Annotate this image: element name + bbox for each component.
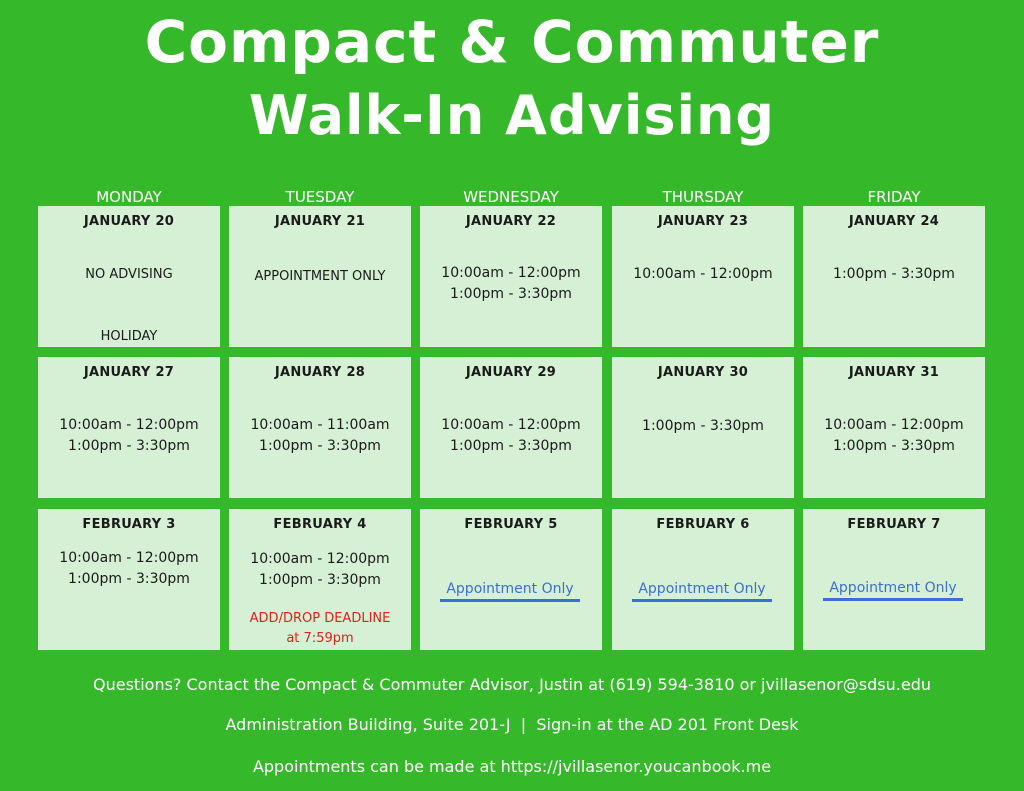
time-slot: 1:00pm - 3:30pm (450, 438, 572, 454)
page-title: Compact & Commuter (144, 8, 880, 76)
cell-times (612, 416, 794, 437)
day-header-friday: FRIDAY (867, 188, 921, 206)
time-slot: 10:00am - 12:00pm (633, 266, 773, 282)
time-slot: 10:00am - 12:00pm (824, 417, 964, 433)
cell-times (612, 264, 794, 285)
cell-date: JANUARY 23 (657, 214, 749, 229)
cell-date: JANUARY 27 (83, 365, 175, 380)
cell-date: JANUARY 21 (274, 214, 366, 229)
day-header-thursday: THURSDAY (662, 188, 744, 206)
appointment-info: Appointments can be made at https://jvillasenor.youcanbook.me (252, 757, 772, 776)
deadline-label: ADD/DROP DEADLINE (249, 611, 391, 626)
time-slot: 10:00am - 12:00pm (250, 551, 390, 567)
day-header-wednesday: WEDNESDAY (463, 188, 559, 206)
time-slot: 1:00pm - 3:30pm (259, 572, 381, 588)
cell-date: FEBRUARY 4 (273, 517, 367, 532)
cell-date: JANUARY 31 (848, 365, 940, 380)
contact-info: Questions? Contact the Compact & Commuter Advisor, Justin at (619) 594-3810 or jvillasenor@sdsu.edu (93, 675, 931, 694)
time-slot: 10:00am - 12:00pm (59, 417, 199, 433)
cell-date: FEBRUARY 3 (82, 517, 176, 532)
time-slot: 10:00am - 12:00pm (59, 550, 199, 566)
cell-times (803, 415, 985, 457)
calendar-cell (38, 357, 220, 498)
time-slot: 1:00pm - 3:30pm (642, 418, 764, 434)
time-slot: 10:00am - 11:00am (250, 417, 390, 433)
cell-date: JANUARY 28 (274, 365, 366, 380)
cell-date: FEBRUARY 7 (847, 517, 941, 532)
calendar-cell (38, 509, 220, 650)
appointment-only-link[interactable]: Appointment Only (440, 581, 580, 602)
cell-holiday-note: HOLIDAY (100, 329, 158, 344)
time-slot: 1:00pm - 3:30pm (68, 438, 190, 454)
calendar-cell (803, 206, 985, 347)
cell-times (229, 415, 411, 457)
calendar-cell (420, 509, 602, 650)
cell-times (420, 263, 602, 305)
day-header-tuesday: TUESDAY (285, 188, 355, 206)
cell-date: JANUARY 29 (465, 365, 557, 380)
deadline-time: at 7:59pm (286, 631, 354, 646)
day-header-monday: MONDAY (96, 188, 162, 206)
calendar-cell (38, 206, 220, 347)
calendar-cell (229, 357, 411, 498)
cell-times (420, 415, 602, 457)
time-slot: 10:00am - 12:00pm (441, 265, 581, 281)
cell-times (229, 549, 411, 591)
cell-date: JANUARY 20 (83, 214, 175, 229)
cell-note: APPOINTMENT ONLY (254, 269, 386, 284)
cell-date: JANUARY 30 (657, 365, 749, 380)
calendar-cell (229, 206, 411, 347)
time-slot: 1:00pm - 3:30pm (833, 438, 955, 454)
time-slot: 1:00pm - 3:30pm (450, 286, 572, 302)
location-info: Administration Building, Suite 201-J | Sign-in at the AD 201 Front Desk (225, 715, 799, 734)
time-slot: 1:00pm - 3:30pm (68, 571, 190, 587)
calendar-cell (612, 357, 794, 498)
cell-times (38, 415, 220, 457)
cell-date: JANUARY 24 (848, 214, 940, 229)
appointment-only-link[interactable]: Appointment Only (823, 580, 963, 601)
time-slot: 1:00pm - 3:30pm (259, 438, 381, 454)
appointment-only-link[interactable]: Appointment Only (632, 581, 772, 602)
time-slot: 10:00am - 12:00pm (441, 417, 581, 433)
calendar-cell (803, 357, 985, 498)
calendar-cell (420, 206, 602, 347)
cell-date: FEBRUARY 5 (464, 517, 558, 532)
cell-note: NO ADVISING (85, 267, 173, 282)
cell-date: FEBRUARY 6 (656, 517, 750, 532)
calendar-cell (420, 357, 602, 498)
calendar-cell (803, 509, 985, 650)
calendar-cell (612, 509, 794, 650)
time-slot: 1:00pm - 3:30pm (833, 266, 955, 282)
page-subtitle: Walk-In Advising (248, 84, 776, 147)
cell-times (803, 264, 985, 285)
add-drop-deadline (229, 609, 411, 649)
calendar-cell (612, 206, 794, 347)
cell-date: JANUARY 22 (465, 214, 557, 229)
calendar-cell (229, 509, 411, 650)
cell-times (38, 548, 220, 590)
